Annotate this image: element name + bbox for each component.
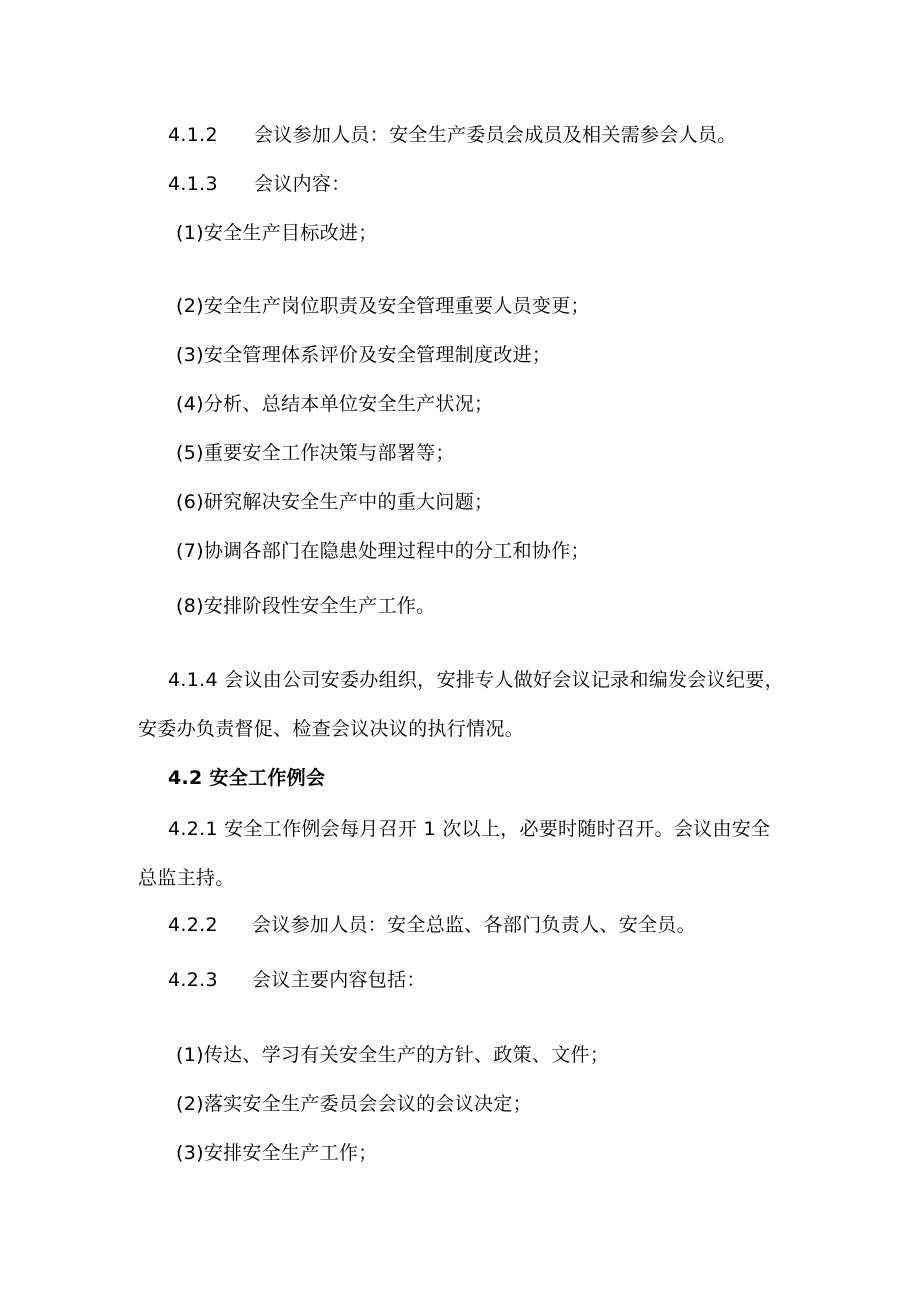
list-item: (2)安全生产岗位职责及安全管理重要人员变更； — [176, 295, 590, 317]
list-item: (7)协调各部门在隐患处理过程中的分工和协作； — [176, 540, 590, 562]
clause-number: 4.1.2 — [168, 124, 218, 146]
clause-4-1-4-line1: 4.1.4 会议由公司安委办组织，安排专人做好会议记录和编发会议纪要， — [168, 669, 784, 691]
clause-4-1-3 — [168, 172, 351, 196]
section-heading-4-2: 4.2 安全工作例会 — [168, 767, 326, 789]
clause-text: 会议参加人员：安全生产委员会成员及相关需参会人员。 — [254, 124, 737, 146]
list-item: (4)分析、总结本单位安全生产状况； — [176, 393, 494, 415]
clause-4-2-1-line1: 4.2.1 安全工作例会每月召开 1 次以上，必要时随时召开。会议由安全 — [168, 818, 771, 840]
clause-4-1-4-line2: 安委办负责督促、检查会议决议的执行情况。 — [138, 718, 525, 740]
clause-4-2-1-line2: 总监主持。 — [138, 867, 235, 889]
list-item: (8)安排阶段性安全生产工作。 — [176, 595, 436, 617]
list-item: (6)研究解决安全生产中的重大问题； — [176, 491, 494, 513]
clause-4-2-3 — [168, 968, 426, 992]
list-item: (3)安全管理体系评价及安全管理制度改进； — [176, 344, 552, 366]
clause-text: 会议主要内容包括： — [252, 969, 426, 991]
clause-number: 4.1.3 — [168, 173, 218, 195]
list-item: (1)安全生产目标改进； — [176, 222, 378, 244]
list-item: (3)安排安全生产工作； — [176, 1142, 378, 1164]
clause-4-2-2 — [168, 913, 696, 937]
clause-text: 会议参加人员：安全总监、各部门负责人、安全员。 — [252, 914, 696, 936]
list-item: (1)传达、学习有关安全生产的方针、政策、文件； — [176, 1044, 610, 1066]
clause-4-1-2 — [168, 123, 737, 147]
clause-text: 会议内容： — [254, 173, 351, 195]
clause-number: 4.2.3 — [168, 969, 218, 991]
clause-number: 4.2.2 — [168, 914, 218, 936]
list-item: (5)重要安全工作决策与部署等； — [176, 442, 455, 464]
list-item: (2)落实安全生产委员会会议的会议决定； — [176, 1093, 532, 1115]
